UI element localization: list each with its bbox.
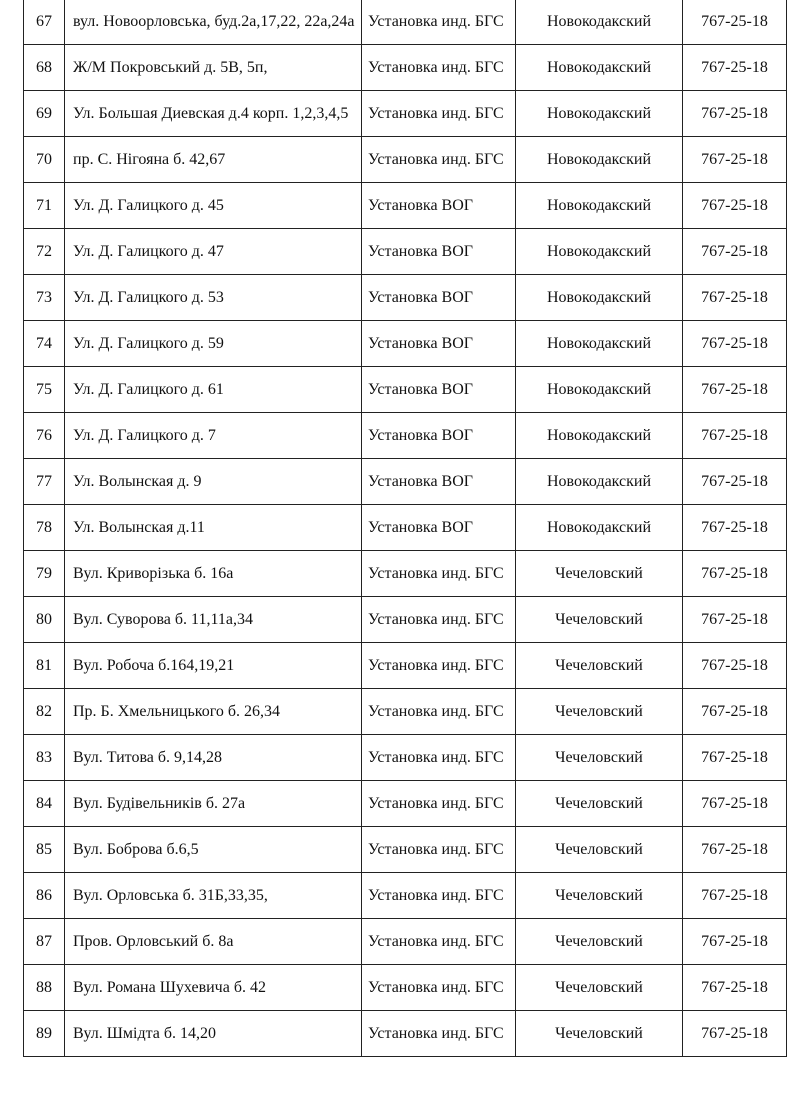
phone-cell: 767-25-18 (683, 689, 787, 735)
table-row (24, 367, 787, 413)
district-cell: Новокодакский (516, 183, 683, 229)
district-cell: Новокодакский (516, 321, 683, 367)
row-number-cell: 77 (24, 459, 65, 505)
phone-cell: 767-25-18 (683, 735, 787, 781)
address-cell: Пров. Орловський б. 8а (65, 919, 362, 965)
table-row (24, 735, 787, 781)
phone-cell: 767-25-18 (683, 551, 787, 597)
row-number-cell: 76 (24, 413, 65, 459)
row-number-cell: 71 (24, 183, 65, 229)
work-type-cell: Установка ВОГ (362, 229, 516, 275)
row-number-cell: 69 (24, 91, 65, 137)
district-cell: Новокодакский (516, 275, 683, 321)
district-cell: Новокодакский (516, 137, 683, 183)
address-cell: Вул. Робоча б.164,19,21 (65, 643, 362, 689)
address-cell: Ул. Большая Диевская д.4 корп. 1,2,3,4,5 (65, 91, 362, 137)
work-type-cell: Установка инд. БГС (362, 1011, 516, 1057)
address-cell: Вул. Орловська б. 31Б,33,35, (65, 873, 362, 919)
table-row (24, 689, 787, 735)
row-number-cell: 83 (24, 735, 65, 781)
work-type-cell: Установка ВОГ (362, 275, 516, 321)
phone-cell: 767-25-18 (683, 137, 787, 183)
work-type-cell: Установка инд. БГС (362, 643, 516, 689)
row-number-cell: 89 (24, 1011, 65, 1057)
row-number-cell: 87 (24, 919, 65, 965)
row-number-cell: 73 (24, 275, 65, 321)
work-type-cell: Установка инд. БГС (362, 873, 516, 919)
address-cell: Вул. Шмідта б. 14,20 (65, 1011, 362, 1057)
table-row (24, 275, 787, 321)
table-row (24, 45, 787, 91)
district-cell: Новокодакский (516, 459, 683, 505)
row-number-cell: 79 (24, 551, 65, 597)
table-row (24, 873, 787, 919)
table-row (24, 0, 787, 45)
table-row (24, 137, 787, 183)
work-type-cell: Установка инд. БГС (362, 735, 516, 781)
work-type-cell: Установка ВОГ (362, 367, 516, 413)
address-cell: Ж/М Покровський д. 5В, 5п, (65, 45, 362, 91)
district-cell: Чечеловский (516, 781, 683, 827)
phone-cell: 767-25-18 (683, 413, 787, 459)
document-page (23, 0, 786, 1057)
phone-cell: 767-25-18 (683, 919, 787, 965)
address-cell: Ул. Д. Галицкого д. 53 (65, 275, 362, 321)
phone-cell: 767-25-18 (683, 505, 787, 551)
address-cell: вул. Новоорловська, буд.2а,17,22, 22а,24а (65, 0, 362, 45)
address-cell: Ул. Д. Галицкого д. 61 (65, 367, 362, 413)
phone-cell: 767-25-18 (683, 229, 787, 275)
phone-cell: 767-25-18 (683, 1011, 787, 1057)
work-type-cell: Установка инд. БГС (362, 45, 516, 91)
phone-cell: 767-25-18 (683, 597, 787, 643)
work-type-cell: Установка инд. БГС (362, 137, 516, 183)
district-cell: Чечеловский (516, 643, 683, 689)
table-row (24, 643, 787, 689)
table-row (24, 505, 787, 551)
work-type-cell: Установка инд. БГС (362, 91, 516, 137)
district-cell: Чечеловский (516, 827, 683, 873)
phone-cell: 767-25-18 (683, 459, 787, 505)
work-type-cell: Установка инд. БГС (362, 919, 516, 965)
row-number-cell: 84 (24, 781, 65, 827)
work-type-cell: Установка инд. БГС (362, 781, 516, 827)
phone-cell: 767-25-18 (683, 45, 787, 91)
address-cell: Вул. Романа Шухевича б. 42 (65, 965, 362, 1011)
district-cell: Новокодакский (516, 413, 683, 459)
table-row (24, 597, 787, 643)
phone-cell: 767-25-18 (683, 643, 787, 689)
district-cell: Чечеловский (516, 551, 683, 597)
address-cell: Вул. Суворова б. 11,11а,34 (65, 597, 362, 643)
district-cell: Новокодакский (516, 45, 683, 91)
address-cell: Ул. Д. Галицкого д. 59 (65, 321, 362, 367)
address-cell: Пр. Б. Хмельницького б. 26,34 (65, 689, 362, 735)
work-type-cell: Установка ВОГ (362, 459, 516, 505)
address-cell: Вул. Криворізька б. 16а (65, 551, 362, 597)
address-cell: Ул. Д. Галицкого д. 7 (65, 413, 362, 459)
work-type-cell: Установка ВОГ (362, 183, 516, 229)
work-type-cell: Установка инд. БГС (362, 827, 516, 873)
district-cell: Новокодакский (516, 91, 683, 137)
address-cell: Вул. Титова б. 9,14,28 (65, 735, 362, 781)
district-cell: Чечеловский (516, 1011, 683, 1057)
row-number-cell: 80 (24, 597, 65, 643)
table-row (24, 321, 787, 367)
phone-cell: 767-25-18 (683, 367, 787, 413)
district-cell: Чечеловский (516, 873, 683, 919)
district-cell: Чечеловский (516, 597, 683, 643)
address-cell: пр. С. Нігояна б. 42,67 (65, 137, 362, 183)
table-row (24, 919, 787, 965)
table-row (24, 965, 787, 1011)
row-number-cell: 70 (24, 137, 65, 183)
row-number-cell: 67 (24, 0, 65, 45)
address-cell: Ул. Волынская д.11 (65, 505, 362, 551)
row-number-cell: 82 (24, 689, 65, 735)
row-number-cell: 78 (24, 505, 65, 551)
table-row (24, 229, 787, 275)
district-cell: Чечеловский (516, 735, 683, 781)
work-type-cell: Установка ВОГ (362, 505, 516, 551)
phone-cell: 767-25-18 (683, 0, 787, 45)
work-type-cell: Установка инд. БГС (362, 0, 516, 45)
address-cell: Вул. Боброва б.6,5 (65, 827, 362, 873)
work-type-cell: Установка инд. БГС (362, 551, 516, 597)
phone-cell: 767-25-18 (683, 873, 787, 919)
work-type-cell: Установка ВОГ (362, 321, 516, 367)
district-cell: Новокодакский (516, 229, 683, 275)
row-number-cell: 74 (24, 321, 65, 367)
district-cell: Новокодакский (516, 0, 683, 45)
row-number-cell: 81 (24, 643, 65, 689)
table-row (24, 551, 787, 597)
row-number-cell: 88 (24, 965, 65, 1011)
row-number-cell: 72 (24, 229, 65, 275)
phone-cell: 767-25-18 (683, 827, 787, 873)
phone-cell: 767-25-18 (683, 965, 787, 1011)
row-number-cell: 68 (24, 45, 65, 91)
district-cell: Чечеловский (516, 919, 683, 965)
address-cell: Ул. Волынская д. 9 (65, 459, 362, 505)
address-cell: Вул. Будівельників б. 27а (65, 781, 362, 827)
row-number-cell: 85 (24, 827, 65, 873)
works-table (23, 0, 787, 1057)
district-cell: Чечеловский (516, 689, 683, 735)
address-cell: Ул. Д. Галицкого д. 45 (65, 183, 362, 229)
table-row (24, 1011, 787, 1057)
row-number-cell: 75 (24, 367, 65, 413)
phone-cell: 767-25-18 (683, 183, 787, 229)
table-row (24, 183, 787, 229)
phone-cell: 767-25-18 (683, 275, 787, 321)
district-cell: Чечеловский (516, 965, 683, 1011)
work-type-cell: Установка ВОГ (362, 413, 516, 459)
address-cell: Ул. Д. Галицкого д. 47 (65, 229, 362, 275)
district-cell: Новокодакский (516, 367, 683, 413)
phone-cell: 767-25-18 (683, 321, 787, 367)
row-number-cell: 86 (24, 873, 65, 919)
phone-cell: 767-25-18 (683, 91, 787, 137)
district-cell: Новокодакский (516, 505, 683, 551)
work-type-cell: Установка инд. БГС (362, 597, 516, 643)
table-row (24, 459, 787, 505)
table-row (24, 781, 787, 827)
table-row (24, 827, 787, 873)
work-type-cell: Установка инд. БГС (362, 965, 516, 1011)
table-row (24, 413, 787, 459)
table-body (24, 0, 787, 1057)
phone-cell: 767-25-18 (683, 781, 787, 827)
table-row (24, 91, 787, 137)
work-type-cell: Установка инд. БГС (362, 689, 516, 735)
